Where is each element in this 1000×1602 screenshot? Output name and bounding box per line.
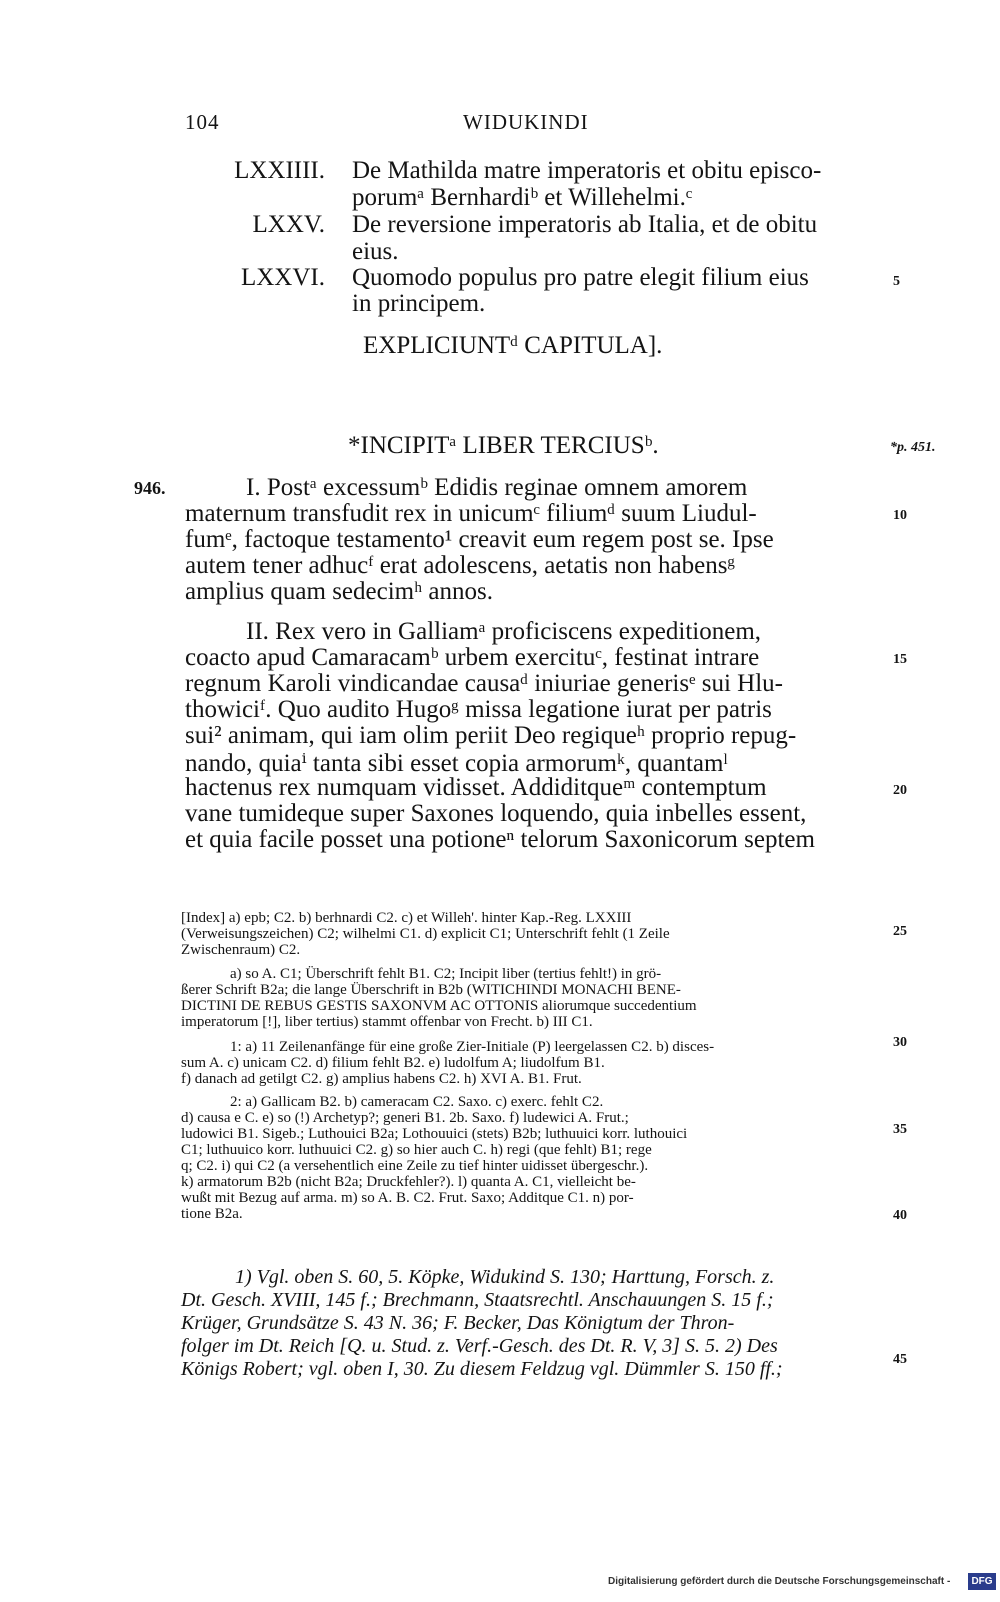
note-line: Dt. Gesch. XVIII, 145 f.; Brechmann, Staatsrechtl. Anschauungen S. 15 f.; bbox=[181, 1289, 774, 1311]
line-number: 45 bbox=[893, 1352, 907, 1367]
apparatus-line: imperatorum [!], liber tertius) stammt offenbar von Frecht. b) III C1. bbox=[181, 1014, 593, 1030]
apparatus-line: sum A. c) unicam C2. d) filium fehlt B2. e) ludolfum A; liudolfum B1. bbox=[181, 1055, 605, 1071]
line-number: 20 bbox=[893, 783, 907, 798]
capitulum-line: Quomodo populus pro patre elegit filium eius bbox=[352, 264, 809, 291]
chapter-line: coacto apud Camaracamᵇ urbem exercituᶜ, festinat intrare bbox=[185, 644, 760, 671]
apparatus-line: d) causa e C. e) so (!) Archetyp?; generi B1. 2b. Saxo. f) ludewici A. Frut.; bbox=[181, 1110, 629, 1126]
capitulum-line: in principem. bbox=[352, 290, 486, 317]
capitulum-number: LXXIIII. bbox=[234, 157, 325, 184]
incipit-heading: *INCIPITᵃ LIBER TERCIUSᵇ. bbox=[348, 432, 659, 459]
chapter-line: vane tumideque super Saxones loquendo, quia inbelles essent, bbox=[185, 800, 807, 827]
explicit-capitula: EXPLICIUNTᵈ CAPITULA]. bbox=[363, 332, 663, 359]
apparatus-line: k) armatorum B2b (nicht B2a; Druckfehler?). l) quanta A. C1, vielleicht be- bbox=[181, 1174, 636, 1190]
apparatus-line: (Verweisungszeichen) C2; wilhelmi C1. d) explicit C1; Unterschrift fehlt (1 Zeile bbox=[181, 926, 670, 942]
note-line: folger im Dt. Reich [Q. u. Stud. z. Verf.-Gesch. des Dt. R. V, 3] S. 5. 2) Des bbox=[181, 1335, 778, 1357]
running-title: WIDUKINDI bbox=[463, 110, 589, 134]
apparatus-line: 1: a) 11 Zeilenanfänge für eine große Zier-Initiale (P) leergelassen C2. b) disces- bbox=[230, 1039, 715, 1055]
apparatus-line: ludowici B1. Sigeb.; Luthouici B2a; Lothouuici (stets) B2b; luthuuici korr. luthouici bbox=[181, 1126, 688, 1142]
dfg-logo: DFG bbox=[968, 1573, 996, 1590]
capitulum-number: LXXV. bbox=[252, 211, 325, 238]
line-number: 5 bbox=[893, 274, 900, 289]
line-number: 30 bbox=[893, 1035, 907, 1050]
line-number: 10 bbox=[893, 508, 907, 523]
apparatus-line: wußt mit Bezug auf arma. m) so A. B. C2. Frut. Saxo; Additque C1. n) por- bbox=[181, 1190, 634, 1206]
chapter-line: I. Postᵃ excessumᵇ Edidis reginae omnem amorem bbox=[246, 474, 748, 501]
line-number: 25 bbox=[893, 924, 907, 939]
chapter-line: thowiciᶠ. Quo audito Hugoᵍ missa legatione iurat per patris bbox=[185, 696, 772, 723]
capitulum-line: De reversione imperatoris ab Italia, et de obitu bbox=[352, 211, 818, 238]
apparatus-line: 2: a) Gallicam B2. b) cameracam C2. Saxo. c) exerc. fehlt C2. bbox=[230, 1094, 604, 1110]
chapter-line: regnum Karoli vindicandae causaᵈ iniuriae generisᵉ sui Hlu- bbox=[185, 670, 784, 697]
line-number: 35 bbox=[893, 1122, 907, 1137]
apparatus-line: f) danach ad getilgt C2. g) amplius habens C2. h) XVI A. B1. Frut. bbox=[181, 1071, 582, 1087]
chapter-line: amplius quam sedecimʰ annos. bbox=[185, 578, 493, 605]
apparatus-line: DICTINI DE REBUS GESTIS SAXONVM AC OTTONIS aliorumque succedentium bbox=[181, 998, 697, 1014]
apparatus-line: ßerer Schrift B2a; die lange Überschrift in B2b (WITICHINDI MONACHI BENE- bbox=[181, 982, 681, 998]
apparatus-line: tione B2a. bbox=[181, 1206, 243, 1222]
year-marker: 946. bbox=[134, 478, 166, 498]
capitulum-number: LXXVI. bbox=[240, 264, 325, 291]
capitulum-line: porumᵃ Bernhardiᵇ et Willehelmi.ᶜ bbox=[352, 184, 693, 211]
note-line: Krüger, Grundsätze S. 43 N. 36; F. Becker, Das Königtum der Thron- bbox=[181, 1312, 735, 1334]
chapter-line: sui² animam, qui iam olim periit Deo regiqueʰ proprio repug- bbox=[185, 722, 797, 749]
note-line: Königs Robert; vgl. oben I, 30. Zu diesem Feldzug vgl. Dümmler S. 150 ff.; bbox=[181, 1358, 783, 1380]
chapter-line: et quia facile posset una potioneⁿ telorum Saxonicorum septem bbox=[185, 826, 815, 853]
chapter-line: fumᵉ, factoque testamento¹ creavit eum regem post se. Ipse bbox=[185, 526, 774, 553]
note-line: 1) Vgl. oben S. 60, 5. Köpke, Widukind S. 130; Harttung, Forsch. z. bbox=[235, 1266, 775, 1288]
digitization-credit: Digitalisierung gefördert durch die Deutsche Forschungsgemeinschaft - bbox=[608, 1576, 951, 1587]
chapter-line: II. Rex vero in Galliamᵃ proficiscens expeditionem, bbox=[246, 618, 762, 645]
chapter-line: autem tener adhucᶠ erat adolescens, aetatis non habensᵍ bbox=[185, 552, 735, 579]
capitulum-line: De Mathilda matre imperatoris et obitu episco- bbox=[352, 157, 822, 184]
apparatus-line: Zwischenraum) C2. bbox=[181, 942, 301, 958]
line-number: 15 bbox=[893, 652, 907, 667]
line-number: 40 bbox=[893, 1208, 907, 1223]
apparatus-line: C1; luthuuico korr. luthuuici C2. g) so hier auch C. h) regi (que fehlt) B1; rege bbox=[181, 1142, 652, 1158]
chapter-line: nando, quiaⁱ tanta sibi esset copia armorumᵏ, quantamˡ bbox=[185, 750, 728, 777]
apparatus-line: q; C2. i) qui C2 (a versehentlich eine Zeile zu tief hinter uidisset übergeschr.). bbox=[181, 1158, 649, 1174]
capitulum-line: eius. bbox=[352, 238, 399, 265]
margin-page-ref: *p. 451. bbox=[890, 440, 936, 455]
chapter-line: hactenus rex numquam vidisset. Addiditqueᵐ contemptum bbox=[185, 774, 767, 801]
chapter-line: maternum transfudit rex in unicumᶜ filiumᵈ suum Liudul- bbox=[185, 500, 757, 527]
apparatus-line: a) so A. C1; Überschrift fehlt B1. C2; Incipit liber (tertius fehlt!) in grö- bbox=[230, 966, 662, 982]
apparatus-line: [Index] a) epb; C2. b) berhnardi C2. c) et Willeh'. hinter Kap.-Reg. LXXIII bbox=[181, 910, 632, 926]
page-number: 104 bbox=[185, 110, 220, 134]
